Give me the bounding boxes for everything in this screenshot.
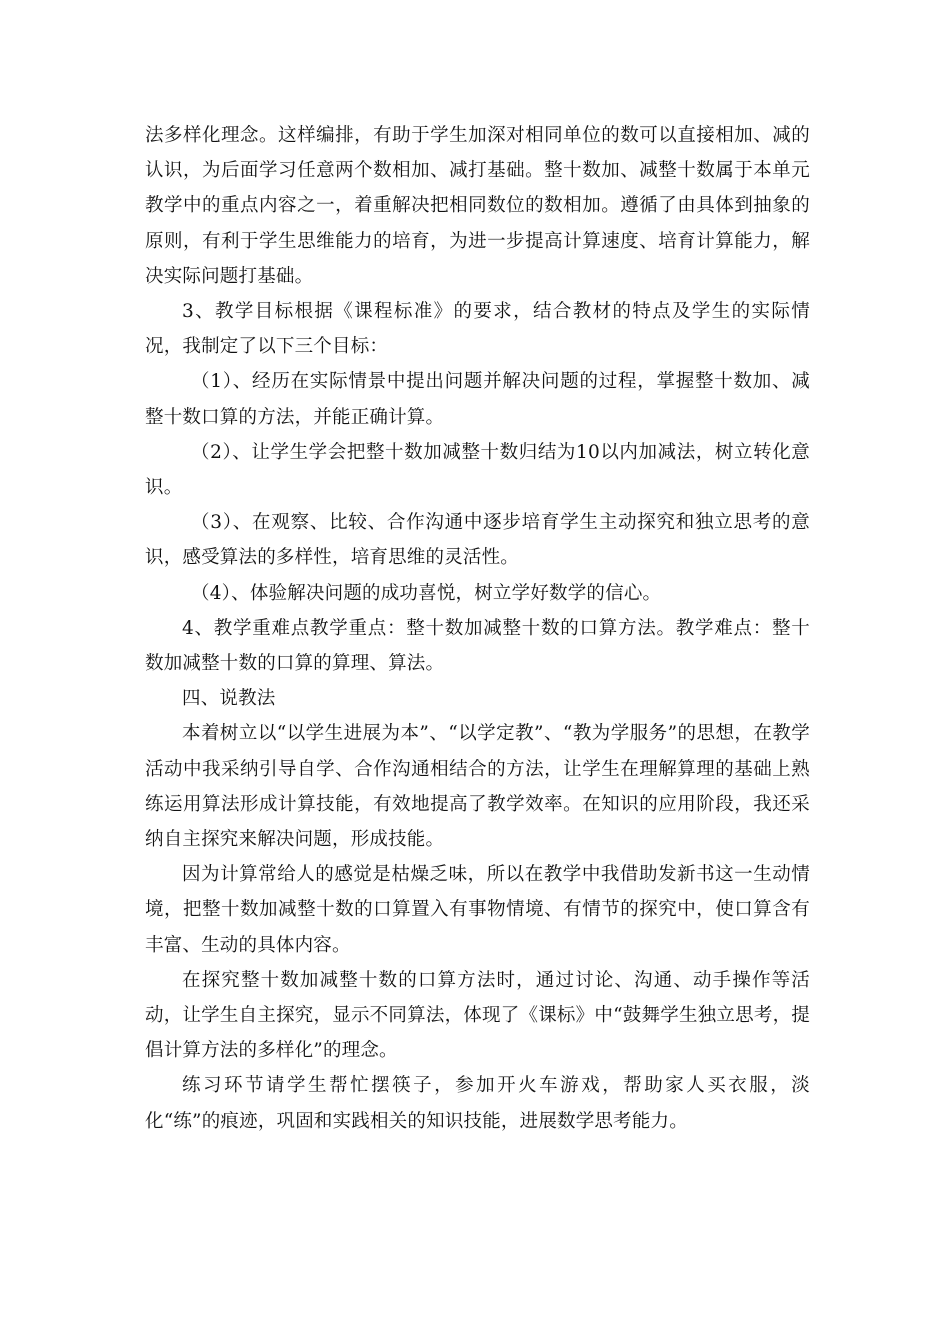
- paragraph-7: 4、教学重难点教学重点：整十数加减整十数的口算方法。教学难点：整十数加减整十数的口算的算理、算法。: [145, 617, 810, 675]
- paragraph-6: （4）、体验解决问题的成功喜悦，树立学好数学的信心。: [191, 582, 662, 604]
- section-heading: 四、说教法: [182, 688, 276, 710]
- paragraph-4: （2）、让学生学会把整十数加减整十数归结为10以内加减法，树立转化意识。: [145, 441, 810, 499]
- paragraph-9: 本着树立以“以学生进展为本”、“以学定教”、“教为学服务”的思想，在教学活动中我采纳引导自学、合作沟通相结合的方法，让学生在理解算理的基础上熟练运用算法形成计算技能，有效地提高了教学效率。在知识的应用阶段，我还采纳自主探究来解决问题，形成技能。: [145, 723, 810, 851]
- paragraph-12: 练习环节请学生帮忙摆筷子，参加开火车游戏，帮助家人买衣服，淡化“练”的痕迹，巩固和实践相关的知识技能，进展数学思考能力。: [145, 1075, 810, 1132]
- paragraph-1: 法多样化理念。这样编排，有助于学生加深对相同单位的数可以直接相加、减的认识，为后面学习任意两个数相加、减打基础。整十数加、减整十数属于本单元教学中的重点内容之一，着重解决把相同数位的数相加。遵循了由具体到抽象的原则，有利于学生思维能力的培育，为进一步提高计算速度、培育计算能力，解决实际问题打基础。: [145, 125, 810, 287]
- paragraph-2: 3、教学目标根据《课程标准》的要求，结合教材的特点及学生的实际情况，我制定了以下三个目标：: [145, 301, 810, 358]
- paragraph-3: （1）、经历在实际情景中提出问题并解决问题的过程，掌握整十数加、减整十数口算的方法，并能正确计算。: [145, 371, 810, 428]
- paragraph-5: （3）、在观察、比较、合作沟通中逐步培育学生主动探究和独立思考的意识，感受算法的多样性，培育思维的灵活性。: [145, 512, 810, 569]
- document-body: [145, 118, 810, 1139]
- paragraph-10: 因为计算常给人的感觉是枯燥乏味，所以在教学中我借助发新书这一生动情境，把整十数加减整十数的口算置入有事物情境、有情节的探究中，使口算含有丰富、生动的具体内容。: [145, 864, 810, 956]
- paragraph-11: 在探究整十数加减整十数的口算方法时，通过讨论、沟通、动手操作等活动，让学生自主探究，显示不同算法，体现了《课标》中“鼓舞学生独立思考，提倡计算方法的多样化”的理念。: [145, 969, 810, 1062]
